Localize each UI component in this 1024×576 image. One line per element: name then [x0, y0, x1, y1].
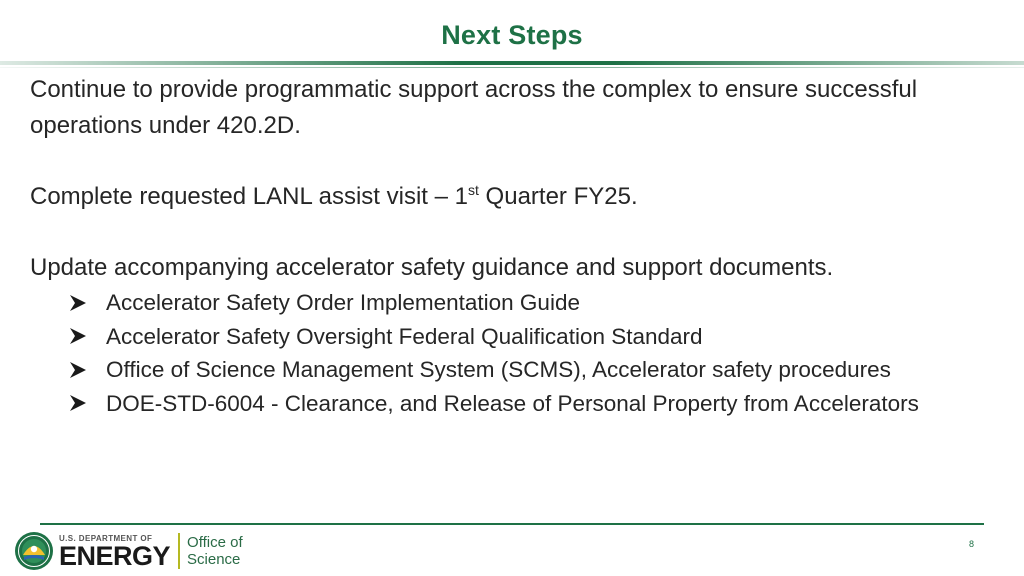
office-line-1: Office of [187, 534, 243, 551]
paragraph-support: Continue to provide programmatic support across the complex to ensure successful operations under 420.2D. [30, 76, 918, 139]
arrow-right-icon [69, 394, 106, 412]
arrow-right-icon [69, 361, 106, 379]
doe-department-label: U.S. DEPARTMENT OF [59, 533, 153, 543]
doe-wordmark [59, 534, 170, 569]
list-item [69, 286, 1005, 320]
doe-energy-label: ENERGY [59, 540, 171, 571]
footer-divider [40, 523, 984, 525]
logo-divider [178, 533, 180, 569]
list-item-label: Office of Science Management System (SCMS), Accelerator safety procedures [106, 357, 891, 382]
paragraph-update-docs: Update accompanying accelerator safety guidance and support documents. [30, 254, 834, 281]
list-item [69, 353, 1005, 387]
list-item-label: Accelerator Safety Order Implementation Guide [106, 290, 580, 315]
ordinal-suffix: st [468, 182, 479, 198]
page-number: 8 [969, 539, 975, 549]
list-item-label: DOE-STD-6004 - Clearance, and Release of Personal Property from Accelerators [106, 390, 919, 416]
slide-body [30, 72, 1005, 420]
paragraph-assist-visit [30, 179, 1005, 215]
document-list [30, 286, 1005, 420]
arrow-right-icon [69, 294, 106, 312]
office-line-2: Science [187, 551, 241, 568]
list-item-label: Accelerator Safety Oversight Federal Qualification Standard [106, 323, 703, 349]
assist-visit-text: Complete requested LANL assist visit – 1 [30, 183, 468, 210]
list-item [69, 387, 1005, 421]
title-divider-thin [0, 67, 1024, 68]
slide-title: Next Steps [441, 20, 583, 50]
list-item [69, 320, 1005, 354]
assist-visit-quarter: Quarter FY25. [478, 183, 638, 210]
arrow-right-icon [69, 327, 106, 345]
title-divider [0, 61, 1024, 65]
office-of-science-wordmark [187, 534, 243, 568]
doe-office-of-science-logo [14, 530, 243, 572]
doe-seal-icon [14, 531, 54, 571]
